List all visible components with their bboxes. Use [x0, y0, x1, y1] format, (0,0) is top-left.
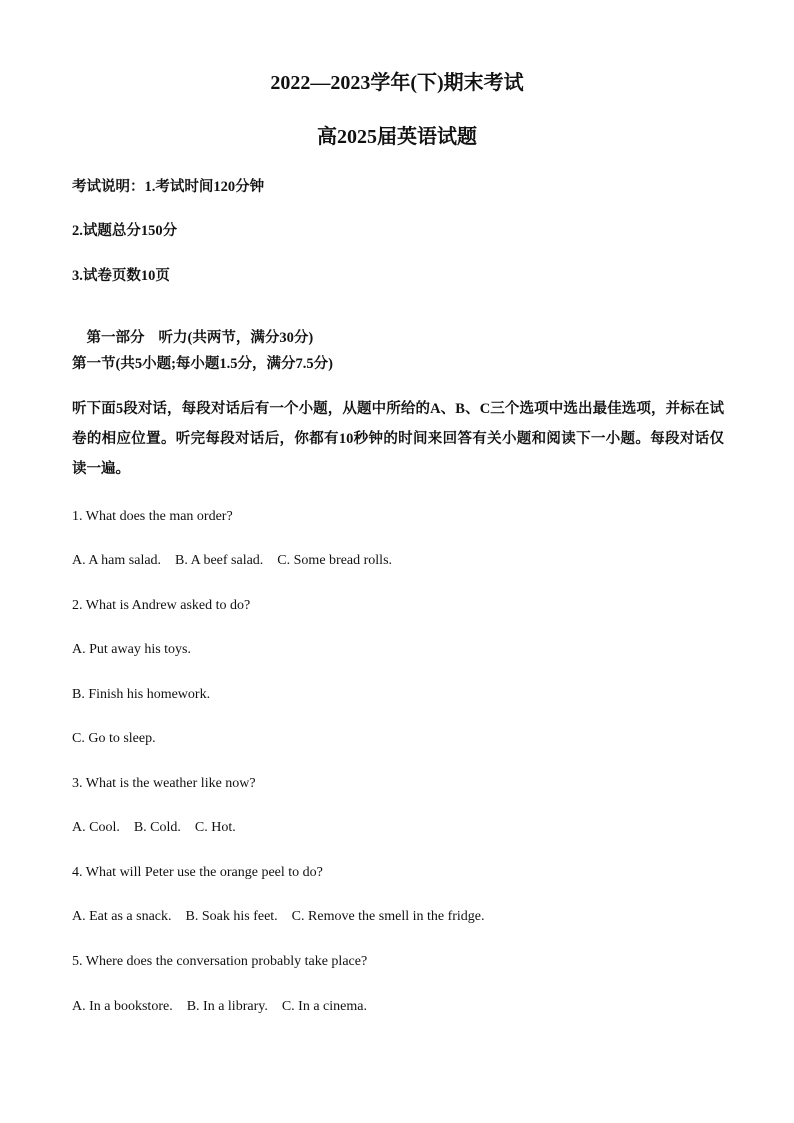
part-subtitle: 听力(共两节，满分30分)	[158, 330, 314, 346]
section-directions: 听下面5段对话，每段对话后有一个小题，从题中所给的A、B、C三个选项中选出最佳选项，并标在试卷的相应位置。听完每段对话后，你都有10秒钟的时间来回答有关小题和阅读下一小题。每段对话仅读一遍。	[72, 401, 724, 477]
question-3-stem: 3. What is the weather like now?	[72, 776, 256, 791]
question-5-options: A. In a bookstore. B. In a library. C. In a cinema.	[72, 999, 367, 1014]
part-title: 第一部分	[86, 330, 145, 346]
question-1-options: A. A ham salad. B. A beef salad. C. Some bread rolls.	[72, 553, 393, 568]
question-2-option-a: A. Put away his toys.	[72, 642, 191, 657]
question-2-stem: 2. What is Andrew asked to do?	[72, 598, 251, 613]
question-2-option-b: B. Finish his homework.	[72, 687, 211, 702]
section-heading: 第一节(共5小题;每小题1.5分，满分7.5分)	[72, 356, 333, 372]
question-3-options: A. Cool. B. Cold. C. Hot.	[72, 820, 236, 835]
instruction-pages: 3.试卷页数10页	[72, 268, 170, 284]
exam-subtitle: 高2025届英语试题	[317, 126, 477, 148]
question-2-option-c: C. Go to sleep.	[72, 731, 156, 746]
instruction-time: 考试说明：1.考试时间120分钟	[72, 179, 265, 195]
question-5-stem: 5. Where does the conversation probably take place?	[72, 954, 368, 969]
question-4-stem: 4. What will Peter use the orange peel to do?	[72, 865, 323, 880]
exam-title: 2022—2023学年(下)期末考试	[270, 72, 524, 94]
instruction-score: 2.试题总分150分	[72, 223, 178, 239]
question-4-options: A. Eat as a snack. B. Soak his feet. C. Remove the smell in the fridge.	[72, 909, 485, 924]
question-1-stem: 1. What does the man order?	[72, 509, 233, 524]
